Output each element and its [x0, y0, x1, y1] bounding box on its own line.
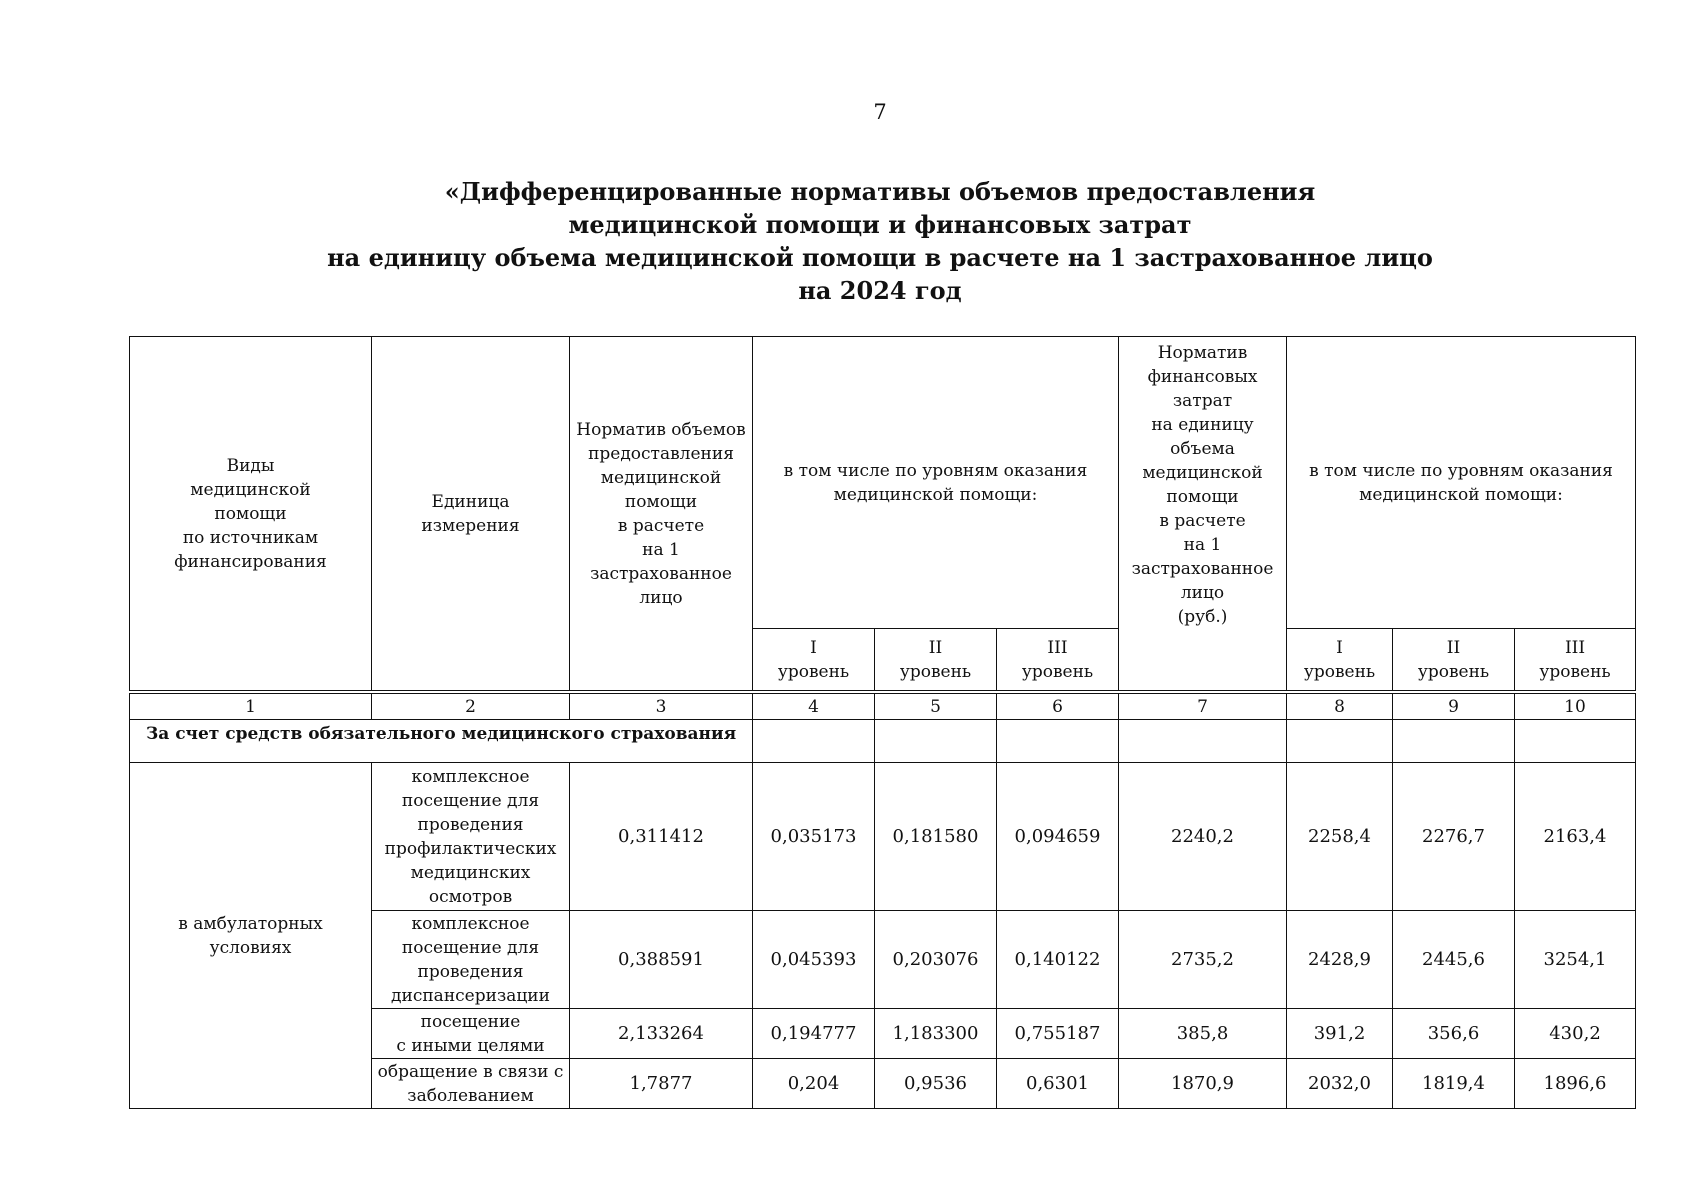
value-cell: 0,311412	[570, 763, 753, 911]
value-cell: 2,133264	[570, 1009, 753, 1059]
value-cell: 0,194777	[753, 1009, 875, 1059]
title-line-4: на 2024 год	[798, 276, 962, 305]
column-number: 10	[1515, 694, 1636, 720]
value-cell: 2163,4	[1515, 763, 1636, 911]
value-cell: 0,9536	[875, 1059, 997, 1109]
value-cell: 3254,1	[1515, 911, 1636, 1009]
value-cell: 2276,7	[1393, 763, 1515, 911]
column-number: 4	[753, 694, 875, 720]
header-cost-levels-group: в том числе по уровням оказания медицинской помощи:	[1287, 337, 1636, 629]
empty-cell	[1287, 720, 1393, 763]
column-number: 9	[1393, 694, 1515, 720]
title-line-3: на единицу объема медицинской помощи в расчете на 1 застрахованное лицо	[327, 243, 1433, 272]
value-cell: 1,7877	[570, 1059, 753, 1109]
value-cell: 0,755187	[997, 1009, 1119, 1059]
column-number-row	[130, 694, 1636, 720]
value-cell: 391,2	[1287, 1009, 1393, 1059]
header-cost-norm: Норматив финансовых затрат на единицу объема медицинской помощи в расчете на 1 застрахованное лицо (руб.)	[1119, 337, 1287, 691]
empty-cell	[1515, 720, 1636, 763]
empty-cell	[875, 720, 997, 763]
title-line-2: медицинской помощи и финансовых затрат	[568, 210, 1192, 239]
value-cell: 2032,0	[1287, 1059, 1393, 1109]
value-cell: 1870,9	[1119, 1059, 1287, 1109]
table-header	[129, 336, 1636, 691]
row-unit: обращение в связи с заболеванием	[372, 1059, 570, 1109]
value-cell: 356,6	[1393, 1009, 1515, 1059]
empty-cell	[1119, 720, 1287, 763]
column-number: 6	[997, 694, 1119, 720]
header-volume-norm: Норматив объемов предоставления медицинской помощи в расчете на 1 застрахованное лицо	[570, 337, 753, 691]
value-cell: 2258,4	[1287, 763, 1393, 911]
table-row	[130, 763, 1636, 911]
value-cell: 2735,2	[1119, 911, 1287, 1009]
title-line-1: «Дифференцированные нормативы объемов предоставления	[444, 177, 1316, 206]
value-cell: 0,140122	[997, 911, 1119, 1009]
section-row	[130, 720, 1636, 763]
value-cell: 0,181580	[875, 763, 997, 911]
value-cell: 2445,6	[1393, 911, 1515, 1009]
header-volume-level-1: I уровень	[753, 629, 875, 691]
header-care-type: Виды медицинской помощи по источникам финансирования	[130, 337, 372, 691]
column-number: 1	[130, 694, 372, 720]
value-cell: 385,8	[1119, 1009, 1287, 1059]
empty-cell	[1393, 720, 1515, 763]
value-cell: 430,2	[1515, 1009, 1636, 1059]
value-cell: 1896,6	[1515, 1059, 1636, 1109]
value-cell: 0,6301	[997, 1059, 1119, 1109]
row-unit: комплексное посещение для проведения диспансеризации	[372, 911, 570, 1009]
header-cost-level-1: I уровень	[1287, 629, 1393, 691]
column-number: 8	[1287, 694, 1393, 720]
value-cell: 0,035173	[753, 763, 875, 911]
value-cell: 1819,4	[1393, 1059, 1515, 1109]
header-unit: Единица измерения	[372, 337, 570, 691]
value-cell: 0,045393	[753, 911, 875, 1009]
value-cell: 0,388591	[570, 911, 753, 1009]
header-cost-level-2: II уровень	[1393, 629, 1515, 691]
column-number: 7	[1119, 694, 1287, 720]
column-number: 3	[570, 694, 753, 720]
header-volume-level-3: III уровень	[997, 629, 1119, 691]
row-unit: посещение с иными целями	[372, 1009, 570, 1059]
value-cell: 0,204	[753, 1059, 875, 1109]
value-cell: 0,094659	[997, 763, 1119, 911]
page-number: 7	[873, 100, 887, 124]
table-body	[129, 693, 1636, 1109]
document-title	[60, 175, 1697, 307]
header-volume-level-2: II уровень	[875, 629, 997, 691]
section-title: За счет средств обязательного медицинского страхования	[130, 720, 753, 763]
value-cell: 2428,9	[1287, 911, 1393, 1009]
value-cell: 2240,2	[1119, 763, 1287, 911]
row-unit: комплексное посещение для проведения профилактических медицинских осмотров	[372, 763, 570, 911]
column-number: 2	[372, 694, 570, 720]
column-number: 5	[875, 694, 997, 720]
header-volume-levels-group: в том числе по уровням оказания медицинской помощи:	[753, 337, 1119, 629]
value-cell: 0,203076	[875, 911, 997, 1009]
value-cell: 1,183300	[875, 1009, 997, 1059]
empty-cell	[997, 720, 1119, 763]
header-cost-level-3: III уровень	[1515, 629, 1636, 691]
empty-cell	[753, 720, 875, 763]
care-type-ambulatory: в амбулаторных условиях	[130, 763, 372, 1109]
